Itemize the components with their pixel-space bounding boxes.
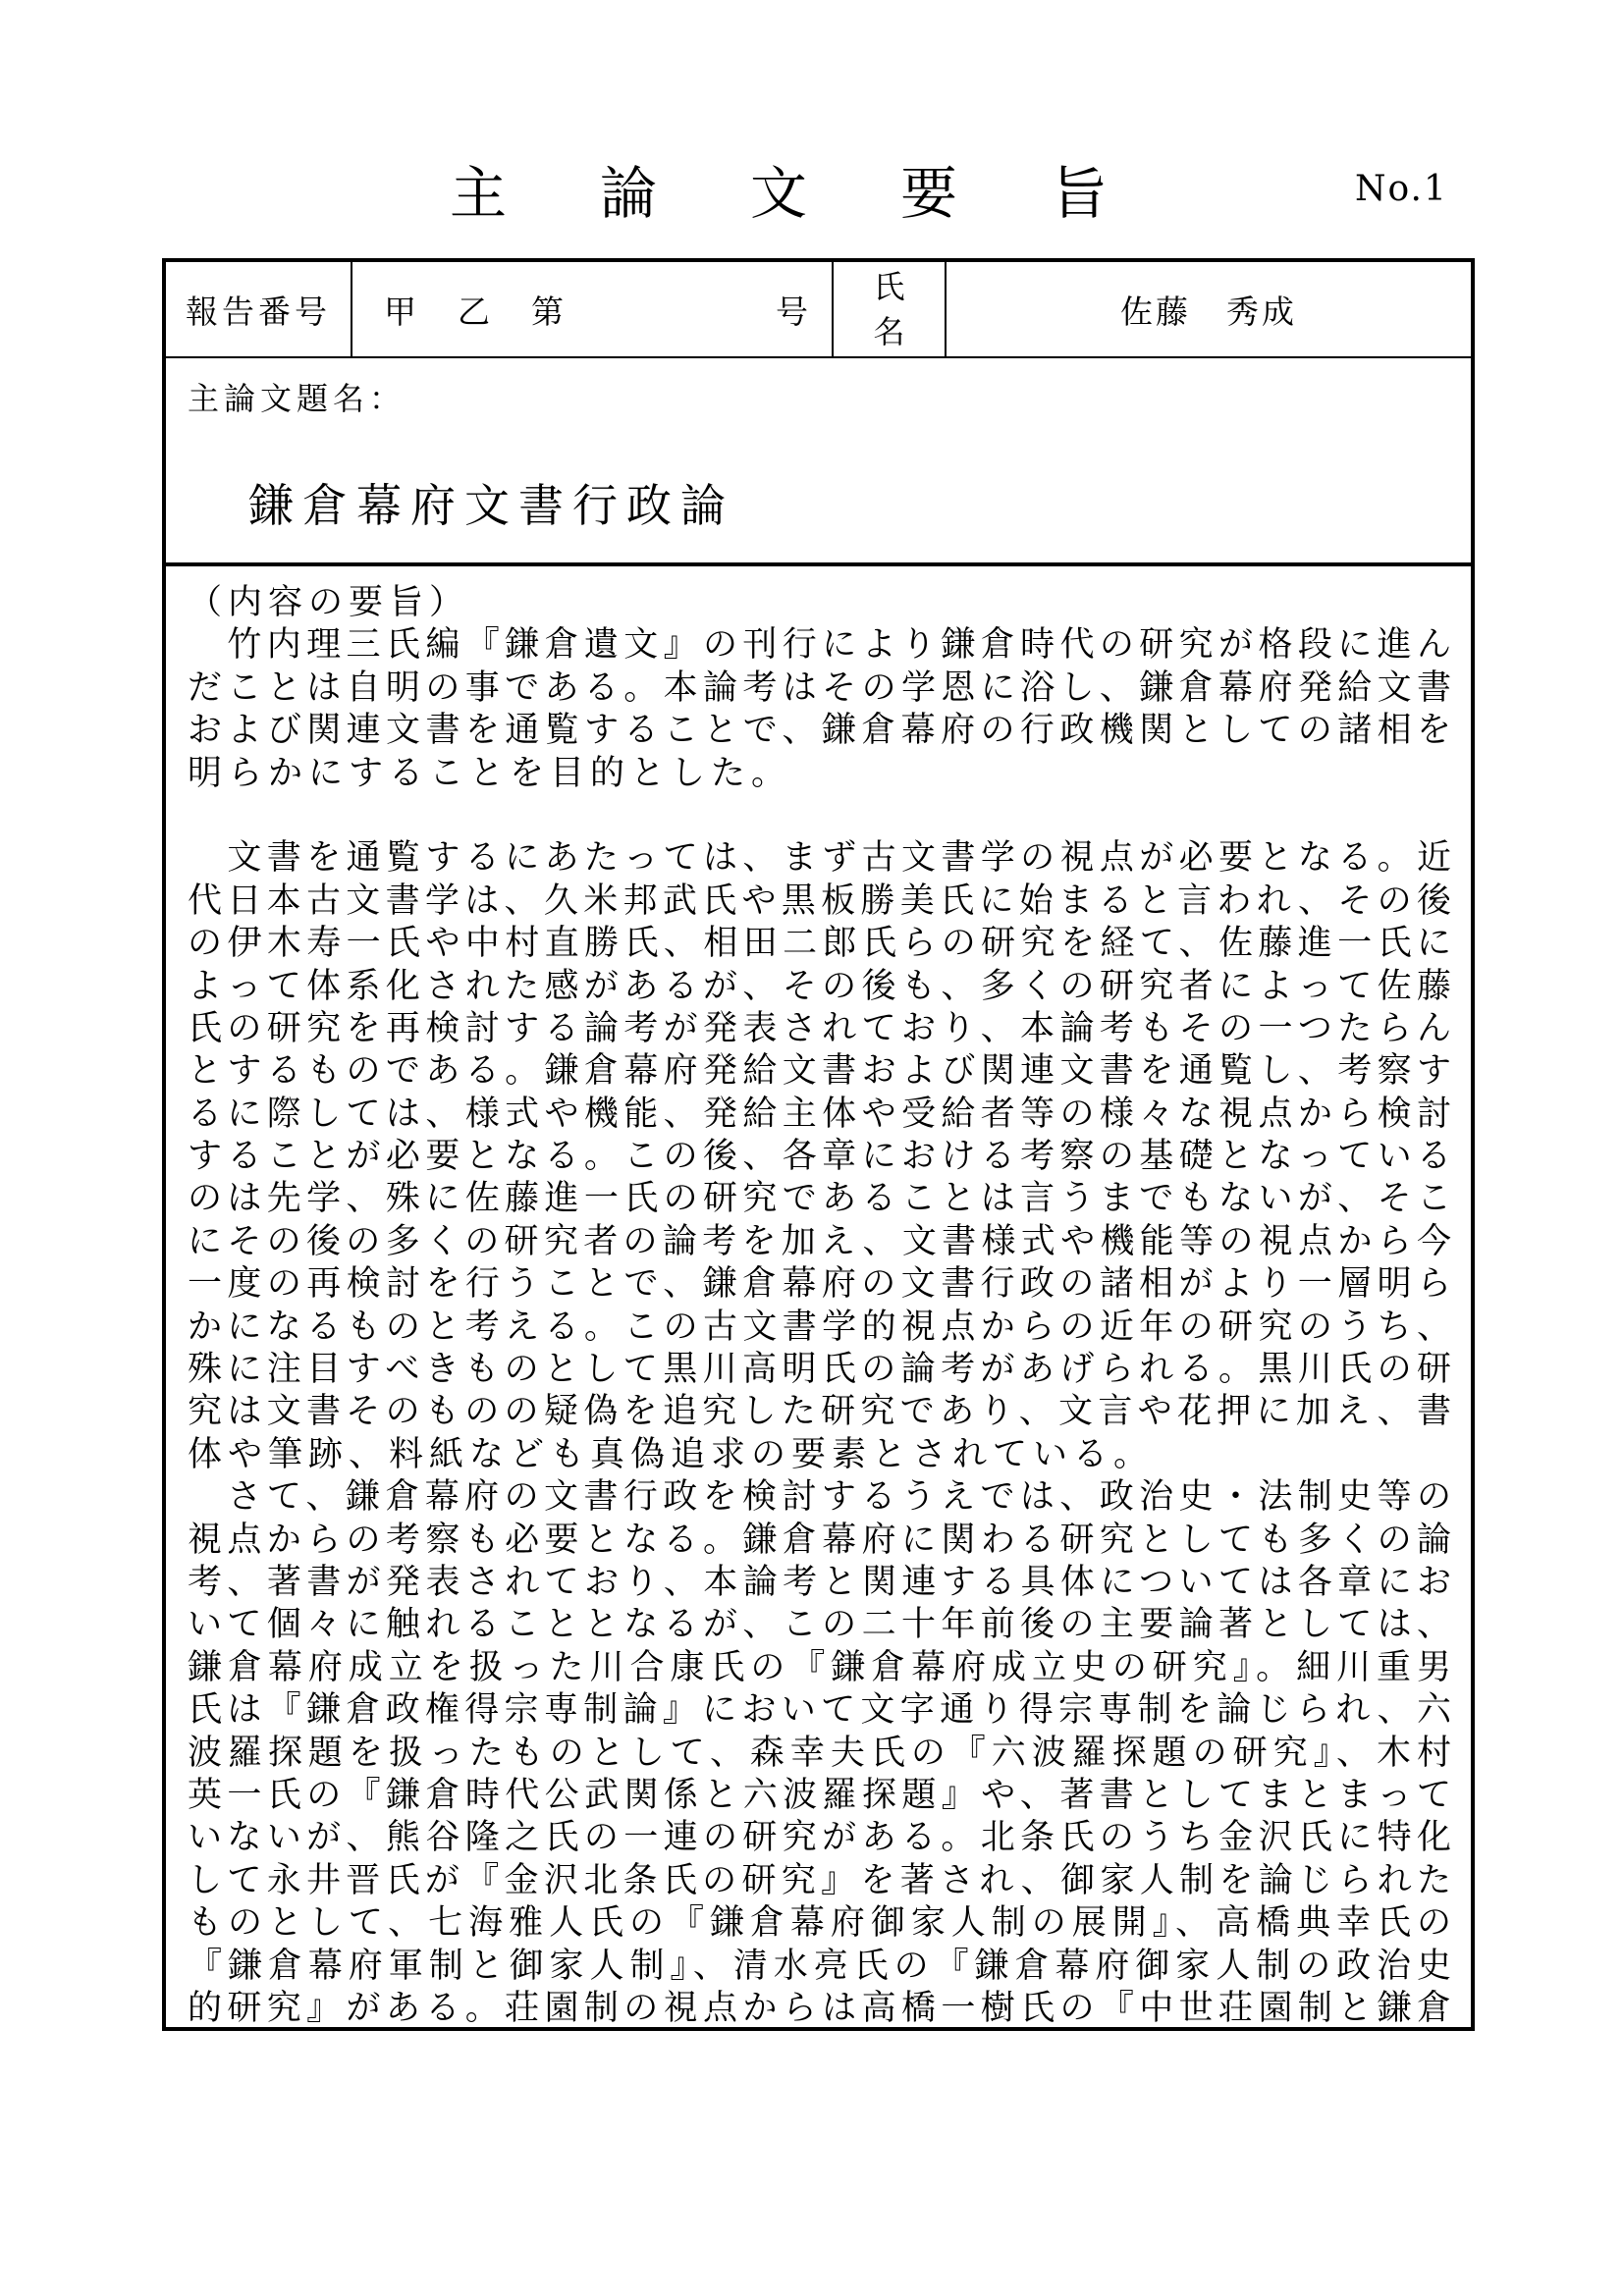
abstract-line (188, 795, 1451, 837)
abstract-line: 氏は『鎌倉政権得宗専制論』において文字通り得宗専制を論じられ、六 (188, 1690, 1451, 1731)
abstract-section (166, 566, 1471, 2030)
abstract-line: することが必要となる。この後、各章における考察の基礎となっている (188, 1137, 1451, 1177)
report-number-value (352, 262, 834, 356)
abstract-line: かになるものと考える。この古文書学的視点からの近年の研究のうち、 (188, 1307, 1451, 1347)
abstract-line: 鎌倉幕府成立を扱った川合康氏の『鎌倉幕府成立史の研究』。細川重男 (188, 1647, 1451, 1687)
abstract-line: および関連文書を通覧することで、鎌倉幕府の行政機関としての諸相を (188, 711, 1451, 751)
abstract-line: の伊木寿一氏や中村直勝氏、相田二郎氏らの研究を経て、佐藤進一氏に (188, 924, 1451, 964)
abstract-line: いて個々に触れることとなるが、この二十年前後の主要論著としては、 (188, 1605, 1451, 1645)
page-number: No.1 (1355, 169, 1448, 209)
abstract-heading: （内容の要旨） (188, 583, 470, 622)
abstract-line: いないが、熊谷隆之氏の一連の研究がある。北条氏のうち金沢氏に特化 (188, 1818, 1451, 1858)
abstract-line: 究は文書そのものの疑偽を追究した研究であり、文言や花押に加え、書 (188, 1392, 1451, 1432)
abstract-line: 視点からの考察も必要となる。鎌倉幕府に関わる研究としても多くの論 (188, 1520, 1451, 1560)
author-name: 佐藤 秀成 (1120, 292, 1297, 331)
thesis-title: 鎌倉幕府文書行政論 (248, 479, 734, 532)
abstract-line: るに際しては、様式や機能、発給主体や受給者等の様々な視点から検討 (188, 1094, 1451, 1134)
abstract-line: 波羅探題を扱ったものとして、森幸夫氏の『六波羅探題の研究』、木村 (188, 1733, 1451, 1773)
abstract-line: にその後の多くの研究者の論考を加え、文書様式や機能等の視点から今 (188, 1221, 1451, 1261)
report-number-row (166, 262, 1471, 358)
abstract-line: 氏の研究を再検討する論考が発表されており、本論考もその一つたらん (188, 1008, 1451, 1048)
abstract-line: 文書を通覧するにあたっては、まず古文書学の視点が必要となる。近 (188, 838, 1451, 879)
abstract-line: 竹内理三氏編『鎌倉遺文』の刊行により鎌倉時代の研究が格段に進ん (188, 625, 1451, 666)
abstract-line: ものとして、七海雅人氏の『鎌倉幕府御家人制の展開』、高橋典幸氏の (188, 1903, 1451, 1944)
report-kou: 甲 (384, 292, 416, 331)
thesis-summary-form (162, 258, 1475, 2031)
name-label-char-2: 名 (873, 313, 905, 350)
abstract-line: して永井晋氏が『金沢北条氏の研究』を著され、御家人制を論じられた (188, 1860, 1451, 1900)
page-title: 主論文要旨 (450, 160, 1202, 227)
abstract-line: 的研究』がある。荘園制の視点からは高橋一樹氏の『中世荘園制と鎌倉 (188, 1988, 1451, 2028)
report-number-label: 報告番号 (166, 262, 352, 356)
abstract-line: 代日本古文書学は、久米邦武氏や黒板勝美氏に始まると言われ、その後 (188, 881, 1451, 921)
abstract-line: とするものである。鎌倉幕府発給文書および関連文書を通覧し、考察す (188, 1051, 1451, 1092)
abstract-line: 『鎌倉幕府軍制と御家人制』、清水亮氏の『鎌倉幕府御家人制の政治史 (188, 1946, 1451, 1986)
abstract-line: 体や筆跡、料紙なども真偽追求の要素とされている。 (188, 1434, 1155, 1474)
abstract-line: 殊に注目すべきものとして黒川高明氏の論考があげられる。黒川氏の研 (188, 1350, 1451, 1390)
abstract-line: よって体系化された感があるが、その後も、多くの研究者によって佐藤 (188, 966, 1451, 1006)
page-header (0, 147, 1623, 236)
report-gou: 号 (776, 292, 808, 331)
abstract-line: 明らかにすることを目的とした。 (188, 753, 792, 793)
abstract-body (188, 624, 1451, 2030)
name-label-char-1: 氏 (873, 268, 905, 305)
abstract-line: 考、著書が発表されており、本論考と関連する具体については各章にお (188, 1562, 1451, 1602)
abstract-line: さて、鎌倉幕府の文書行政を検討するうえでは、政治史・法制史等の (188, 1477, 1451, 1518)
report-otsu: 乙 (458, 292, 490, 331)
abstract-line: のは先学、殊に佐藤進一氏の研究であることは言うまでもないが、そこ (188, 1179, 1451, 1219)
name-label (834, 262, 947, 356)
abstract-line: 英一氏の『鎌倉時代公武関係と六波羅探題』や、著書としてまとまって (188, 1775, 1451, 1815)
report-dai: 第 (531, 292, 564, 331)
thesis-title-label: 主論文題名： (188, 380, 406, 417)
thesis-title-row (166, 358, 1471, 566)
abstract-line: だことは自明の事である。本論考はその学恩に浴し、鎌倉幕府発給文書 (188, 667, 1451, 708)
abstract-line: 一度の再検討を行うことで、鎌倉幕府の文書行政の諸相がより一層明ら (188, 1264, 1451, 1305)
